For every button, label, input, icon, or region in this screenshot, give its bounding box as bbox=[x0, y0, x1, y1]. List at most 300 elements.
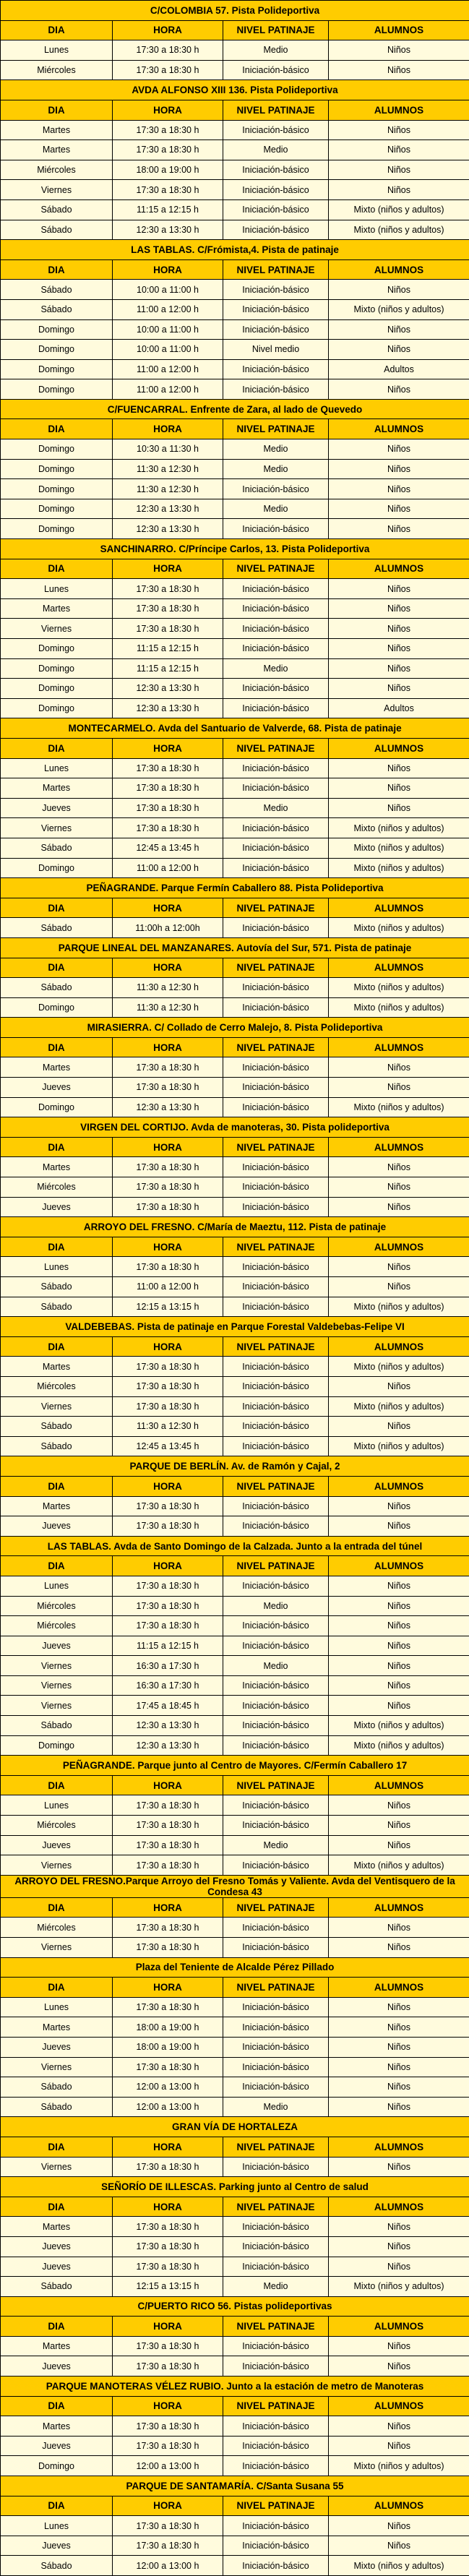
alumnos-cell: Niños bbox=[329, 2536, 469, 2556]
alumnos-cell: Niños bbox=[329, 499, 469, 519]
dia-cell: Martes bbox=[1, 120, 113, 140]
alumnos-cell: Mixto (niños y adultos) bbox=[329, 2277, 469, 2297]
table-row bbox=[1, 180, 469, 200]
hora-cell: 12:45 a 13:45 h bbox=[113, 838, 223, 858]
venue-title-row bbox=[1, 80, 469, 100]
column-header-row bbox=[1, 2317, 469, 2337]
column-header-nivel-patinaje: NIVEL PATINAJE bbox=[223, 1556, 329, 1576]
column-header-row bbox=[1, 2137, 469, 2157]
venue-title-row bbox=[1, 1117, 469, 1138]
dia-cell: Lunes bbox=[1, 2516, 113, 2536]
alumnos-cell: Niños bbox=[329, 1938, 469, 1958]
table-row bbox=[1, 1376, 469, 1396]
nivel-patinaje-cell: Medio bbox=[223, 40, 329, 61]
column-header-nivel-patinaje: NIVEL PATINAJE bbox=[223, 1775, 329, 1795]
table-row bbox=[1, 499, 469, 519]
hora-cell: 17:30 a 18:30 h bbox=[113, 1078, 223, 1098]
venue-title-row bbox=[1, 1, 469, 21]
nivel-patinaje-cell: Medio bbox=[223, 439, 329, 460]
column-header-alumnos: ALUMNOS bbox=[329, 1137, 469, 1157]
table-row bbox=[1, 1716, 469, 1736]
table-row bbox=[1, 1656, 469, 1676]
column-header-nivel-patinaje: NIVEL PATINAJE bbox=[223, 2317, 329, 2337]
alumnos-cell: Niños bbox=[329, 1997, 469, 2017]
column-header-dia: DIA bbox=[1, 898, 113, 918]
hora-cell: 17:30 a 18:30 h bbox=[113, 619, 223, 639]
nivel-patinaje-cell: Medio bbox=[223, 1596, 329, 1616]
venue-title: PEÑAGRANDE. Parque Fermín Caballero 88. Pista Polideportiva bbox=[1, 878, 469, 898]
dia-cell: Lunes bbox=[1, 758, 113, 778]
column-header-dia: DIA bbox=[1, 419, 113, 439]
venue-title-row bbox=[1, 1018, 469, 1038]
venue-title: C/COLOMBIA 57. Pista Polideportiva bbox=[1, 1, 469, 21]
table-row bbox=[1, 997, 469, 1018]
alumnos-cell: Niños bbox=[329, 1616, 469, 1636]
table-row bbox=[1, 340, 469, 360]
hora-cell: 11:15 a 12:15 h bbox=[113, 658, 223, 679]
nivel-patinaje-cell: Iniciación-básico bbox=[223, 978, 329, 998]
nivel-patinaje-cell: Iniciación-básico bbox=[223, 1997, 329, 2017]
alumnos-cell: Niños bbox=[329, 459, 469, 479]
hora-cell: 17:30 a 18:30 h bbox=[113, 1376, 223, 1396]
nivel-patinaje-cell: Iniciación-básico bbox=[223, 818, 329, 838]
table-row bbox=[1, 379, 469, 400]
column-header-dia: DIA bbox=[1, 259, 113, 280]
column-header-hora: HORA bbox=[113, 1897, 223, 1918]
column-header-alumnos: ALUMNOS bbox=[329, 259, 469, 280]
dia-cell: Viernes bbox=[1, 619, 113, 639]
dia-cell: Martes bbox=[1, 1357, 113, 1377]
table-row bbox=[1, 1496, 469, 1516]
table-row bbox=[1, 2456, 469, 2476]
venue-title-row bbox=[1, 1957, 469, 1978]
table-row bbox=[1, 2077, 469, 2098]
alumnos-cell: Mixto (niños y adultos) bbox=[329, 1297, 469, 1317]
table-row bbox=[1, 439, 469, 460]
alumnos-cell: Niños bbox=[329, 1596, 469, 1616]
venue-title-row bbox=[1, 1756, 469, 1776]
hora-cell: 12:00 a 13:00 h bbox=[113, 2556, 223, 2576]
column-header-nivel-patinaje: NIVEL PATINAJE bbox=[223, 1336, 329, 1357]
alumnos-cell: Niños bbox=[329, 1177, 469, 1198]
column-header-dia: DIA bbox=[1, 1137, 113, 1157]
dia-cell: Sábado bbox=[1, 1417, 113, 1437]
dia-cell: Viernes bbox=[1, 1855, 113, 1876]
column-header-dia: DIA bbox=[1, 2496, 113, 2516]
dia-cell: Sábado bbox=[1, 1716, 113, 1736]
nivel-patinaje-cell: Iniciación-básico bbox=[223, 1357, 329, 1377]
hora-cell: 17:45 a 18:45 h bbox=[113, 1696, 223, 1716]
nivel-patinaje-cell: Nivel medio bbox=[223, 340, 329, 360]
table-row bbox=[1, 2536, 469, 2556]
hora-cell: 12:30 a 13:30 h bbox=[113, 679, 223, 699]
hora-cell: 17:30 a 18:30 h bbox=[113, 2336, 223, 2356]
alumnos-cell: Niños bbox=[329, 1636, 469, 1656]
alumnos-cell: Niños bbox=[329, 120, 469, 140]
hora-cell: 12:30 a 13:30 h bbox=[113, 220, 223, 240]
table-row bbox=[1, 658, 469, 679]
hora-cell: 11:30 a 12:30 h bbox=[113, 997, 223, 1018]
venue-title: ARROYO DEL FRESNO.Parque Arroyo del Fresno Tomás y Valiente. Avda del Ventisquero de la Condesa 43 bbox=[1, 1875, 469, 1897]
table-row bbox=[1, 2037, 469, 2057]
table-row bbox=[1, 798, 469, 818]
venue-title: PARQUE DE BERLÍN. Av. de Ramón y Cajal, 2 bbox=[1, 1456, 469, 1477]
hora-cell: 17:30 a 18:30 h bbox=[113, 1938, 223, 1958]
column-header-row bbox=[1, 419, 469, 439]
alumnos-cell: Adultos bbox=[329, 359, 469, 379]
dia-cell: Domingo bbox=[1, 479, 113, 499]
table-row bbox=[1, 1918, 469, 1938]
table-row bbox=[1, 758, 469, 778]
alumnos-cell: Niños bbox=[329, 2057, 469, 2077]
column-header-alumnos: ALUMNOS bbox=[329, 419, 469, 439]
alumnos-cell: Niños bbox=[329, 1417, 469, 1437]
hora-cell: 17:30 a 18:30 h bbox=[113, 1835, 223, 1855]
alumnos-cell: Mixto (niños y adultos) bbox=[329, 1716, 469, 1736]
nivel-patinaje-cell: Iniciación-básico bbox=[223, 2556, 329, 2576]
alumnos-cell: Niños bbox=[329, 658, 469, 679]
nivel-patinaje-cell: Medio bbox=[223, 2277, 329, 2297]
table-row bbox=[1, 1576, 469, 1596]
alumnos-cell: Niños bbox=[329, 180, 469, 200]
nivel-patinaje-cell: Iniciación-básico bbox=[223, 1516, 329, 1537]
column-header-row bbox=[1, 1978, 469, 1998]
nivel-patinaje-cell: Iniciación-básico bbox=[223, 479, 329, 499]
table-row bbox=[1, 519, 469, 539]
nivel-patinaje-cell: Iniciación-básico bbox=[223, 2217, 329, 2237]
hora-cell: 12:30 a 13:30 h bbox=[113, 1735, 223, 1756]
venue-title: PARQUE DE SANTAMARÍA. C/Santa Susana 55 bbox=[1, 2476, 469, 2496]
hora-cell: 11:15 a 12:15 h bbox=[113, 639, 223, 659]
table-row bbox=[1, 1596, 469, 1616]
table-row bbox=[1, 1855, 469, 1876]
nivel-patinaje-cell: Iniciación-básico bbox=[223, 1078, 329, 1098]
venue-title: LAS TABLAS. C/Frómista,4. Pista de patinaje bbox=[1, 240, 469, 260]
column-header-alumnos: ALUMNOS bbox=[329, 2137, 469, 2157]
alumnos-cell: Niños bbox=[329, 1257, 469, 1277]
column-header-hora: HORA bbox=[113, 419, 223, 439]
dia-cell: Miércoles bbox=[1, 1616, 113, 1636]
venue-title-row bbox=[1, 1317, 469, 1337]
column-header-alumnos: ALUMNOS bbox=[329, 100, 469, 120]
hora-cell: 11:30 a 12:30 h bbox=[113, 459, 223, 479]
alumnos-cell: Niños bbox=[329, 1376, 469, 1396]
nivel-patinaje-cell: Medio bbox=[223, 459, 329, 479]
table-row bbox=[1, 698, 469, 718]
alumnos-cell: Niños bbox=[329, 798, 469, 818]
nivel-patinaje-cell: Iniciación-básico bbox=[223, 2157, 329, 2177]
table-row bbox=[1, 858, 469, 878]
alumnos-cell: Mixto (niños y adultos) bbox=[329, 997, 469, 1018]
column-header-dia: DIA bbox=[1, 20, 113, 40]
dia-cell: Sábado bbox=[1, 1436, 113, 1456]
alumnos-cell: Niños bbox=[329, 479, 469, 499]
column-header-row bbox=[1, 1556, 469, 1576]
column-header-hora: HORA bbox=[113, 1978, 223, 1998]
venue-title: ARROYO DEL FRESNO. C/María de Maeztu, 112. Pista de patinaje bbox=[1, 1217, 469, 1237]
hora-cell: 11:15 a 12:15 h bbox=[113, 199, 223, 220]
nivel-patinaje-cell: Iniciación-básico bbox=[223, 1097, 329, 1117]
nivel-patinaje-cell: Iniciación-básico bbox=[223, 1616, 329, 1636]
column-header-nivel-patinaje: NIVEL PATINAJE bbox=[223, 1237, 329, 1257]
table-row bbox=[1, 359, 469, 379]
nivel-patinaje-cell: Iniciación-básico bbox=[223, 2516, 329, 2536]
hora-cell: 17:30 a 18:30 h bbox=[113, 2436, 223, 2456]
hora-cell: 17:30 a 18:30 h bbox=[113, 2217, 223, 2237]
hora-cell: 18:00 a 19:00 h bbox=[113, 2037, 223, 2057]
table-row bbox=[1, 220, 469, 240]
dia-cell: Domingo bbox=[1, 379, 113, 400]
dia-cell: Sábado bbox=[1, 299, 113, 319]
hora-cell: 12:15 a 13:15 h bbox=[113, 1297, 223, 1317]
column-header-alumnos: ALUMNOS bbox=[329, 738, 469, 758]
venue-title-row bbox=[1, 2377, 469, 2397]
column-header-hora: HORA bbox=[113, 20, 223, 40]
dia-cell: Lunes bbox=[1, 1257, 113, 1277]
column-header-row bbox=[1, 1237, 469, 1257]
hora-cell: 12:30 a 13:30 h bbox=[113, 519, 223, 539]
dia-cell: Jueves bbox=[1, 1078, 113, 1098]
hora-cell: 12:00 a 13:00 h bbox=[113, 2456, 223, 2476]
table-row bbox=[1, 280, 469, 300]
table-row bbox=[1, 598, 469, 619]
alumnos-cell: Niños bbox=[329, 1078, 469, 1098]
venue-title: SANCHINARRO. C/Príncipe Carlos, 13. Pista Polideportiva bbox=[1, 539, 469, 559]
nivel-patinaje-cell: Iniciación-básico bbox=[223, 1576, 329, 1596]
alumnos-cell: Niños bbox=[329, 1675, 469, 1696]
dia-cell: Martes bbox=[1, 1157, 113, 1177]
hora-cell: 11:30 a 12:30 h bbox=[113, 479, 223, 499]
alumnos-cell: Niños bbox=[329, 1516, 469, 1537]
alumnos-cell: Niños bbox=[329, 280, 469, 300]
dia-cell: Jueves bbox=[1, 1516, 113, 1537]
alumnos-cell: Mixto (niños y adultos) bbox=[329, 199, 469, 220]
table-row bbox=[1, 199, 469, 220]
venue-title-row bbox=[1, 1217, 469, 1237]
venue-title-row bbox=[1, 2177, 469, 2197]
nivel-patinaje-cell: Iniciación-básico bbox=[223, 758, 329, 778]
hora-cell: 17:30 a 18:30 h bbox=[113, 1396, 223, 1417]
dia-cell: Sábado bbox=[1, 838, 113, 858]
column-header-hora: HORA bbox=[113, 1476, 223, 1496]
column-header-hora: HORA bbox=[113, 1775, 223, 1795]
alumnos-cell: Niños bbox=[329, 2257, 469, 2277]
venue-title: C/FUENCARRAL. Enfrente de Zara, al lado de Quevedo bbox=[1, 399, 469, 419]
dia-cell: Sábado bbox=[1, 220, 113, 240]
nivel-patinaje-cell: Iniciación-básico bbox=[223, 1716, 329, 1736]
table-row bbox=[1, 1297, 469, 1317]
hora-cell: 17:30 a 18:30 h bbox=[113, 1855, 223, 1876]
venue-title: AVDA ALFONSO XIII 136. Pista Polideportiva bbox=[1, 80, 469, 100]
dia-cell: Domingo bbox=[1, 997, 113, 1018]
dia-cell: Jueves bbox=[1, 2236, 113, 2257]
hora-cell: 17:30 a 18:30 h bbox=[113, 140, 223, 160]
table-row bbox=[1, 1257, 469, 1277]
nivel-patinaje-cell: Iniciación-básico bbox=[223, 1257, 329, 1277]
hora-cell: 12:15 a 13:15 h bbox=[113, 2277, 223, 2297]
dia-cell: Sábado bbox=[1, 2277, 113, 2297]
alumnos-cell: Mixto (niños y adultos) bbox=[329, 918, 469, 938]
dia-cell: Martes bbox=[1, 1057, 113, 1078]
hora-cell: 17:30 a 18:30 h bbox=[113, 2516, 223, 2536]
table-row bbox=[1, 2556, 469, 2576]
column-header-hora: HORA bbox=[113, 2137, 223, 2157]
nivel-patinaje-cell: Iniciación-básico bbox=[223, 2416, 329, 2437]
table-row bbox=[1, 1157, 469, 1177]
nivel-patinaje-cell: Iniciación-básico bbox=[223, 1696, 329, 1716]
alumnos-cell: Niños bbox=[329, 160, 469, 180]
table-row bbox=[1, 40, 469, 61]
dia-cell: Sábado bbox=[1, 1277, 113, 1297]
alumnos-cell: Niños bbox=[329, 340, 469, 360]
nivel-patinaje-cell: Iniciación-básico bbox=[223, 858, 329, 878]
nivel-patinaje-cell: Iniciación-básico bbox=[223, 918, 329, 938]
hora-cell: 17:30 a 18:30 h bbox=[113, 1816, 223, 1836]
venue-title-row bbox=[1, 2117, 469, 2137]
nivel-patinaje-cell: Iniciación-básico bbox=[223, 1417, 329, 1437]
nivel-patinaje-cell: Iniciación-básico bbox=[223, 1636, 329, 1656]
alumnos-cell: Mixto (niños y adultos) bbox=[329, 1855, 469, 1876]
column-header-row bbox=[1, 259, 469, 280]
venue-title-row bbox=[1, 399, 469, 419]
venue-title-row bbox=[1, 2296, 469, 2317]
hora-cell: 17:30 a 18:30 h bbox=[113, 120, 223, 140]
dia-cell: Sábado bbox=[1, 2097, 113, 2117]
column-header-hora: HORA bbox=[113, 2197, 223, 2217]
nivel-patinaje-cell: Iniciación-básico bbox=[223, 1297, 329, 1317]
alumnos-cell: Niños bbox=[329, 1197, 469, 1217]
table-row bbox=[1, 1816, 469, 1836]
nivel-patinaje-cell: Iniciación-básico bbox=[223, 1855, 329, 1876]
dia-cell: Miércoles bbox=[1, 1816, 113, 1836]
alumnos-cell: Niños bbox=[329, 519, 469, 539]
alumnos-cell: Niños bbox=[329, 1816, 469, 1836]
nivel-patinaje-cell: Iniciación-básico bbox=[223, 359, 329, 379]
column-header-nivel-patinaje: NIVEL PATINAJE bbox=[223, 2197, 329, 2217]
column-header-hora: HORA bbox=[113, 2317, 223, 2337]
alumnos-cell: Niños bbox=[329, 379, 469, 400]
hora-cell: 11:30 a 12:30 h bbox=[113, 978, 223, 998]
nivel-patinaje-cell: Medio bbox=[223, 658, 329, 679]
column-header-nivel-patinaje: NIVEL PATINAJE bbox=[223, 1978, 329, 1998]
venue-title: LAS TABLAS. Avda de Santo Domingo de la Calzada. Junto a la entrada del túnel bbox=[1, 1536, 469, 1556]
dia-cell: Sábado bbox=[1, 918, 113, 938]
hora-cell: 18:00 a 19:00 h bbox=[113, 2017, 223, 2038]
venue-title: SEÑORÍO DE ILLESCAS. Parking junto al Centro de salud bbox=[1, 2177, 469, 2197]
hora-cell: 17:30 a 18:30 h bbox=[113, 2157, 223, 2177]
table-row bbox=[1, 120, 469, 140]
hora-cell: 17:30 a 18:30 h bbox=[113, 1357, 223, 1377]
dia-cell: Viernes bbox=[1, 818, 113, 838]
hora-cell: 17:30 a 18:30 h bbox=[113, 1197, 223, 1217]
dia-cell: Domingo bbox=[1, 359, 113, 379]
alumnos-cell: Niños bbox=[329, 1696, 469, 1716]
hora-cell: 12:00 a 13:00 h bbox=[113, 2097, 223, 2117]
dia-cell: Jueves bbox=[1, 2257, 113, 2277]
hora-cell: 17:30 a 18:30 h bbox=[113, 60, 223, 80]
column-header-dia: DIA bbox=[1, 958, 113, 978]
hora-cell: 17:30 a 18:30 h bbox=[113, 1177, 223, 1198]
alumnos-cell: Niños bbox=[329, 2436, 469, 2456]
hora-cell: 17:30 a 18:30 h bbox=[113, 1616, 223, 1636]
table-row bbox=[1, 1835, 469, 1855]
column-header-dia: DIA bbox=[1, 1556, 113, 1576]
hora-cell: 10:00 a 11:00 h bbox=[113, 340, 223, 360]
column-header-dia: DIA bbox=[1, 2137, 113, 2157]
alumnos-cell: Niños bbox=[329, 2157, 469, 2177]
column-header-alumnos: ALUMNOS bbox=[329, 898, 469, 918]
nivel-patinaje-cell: Iniciación-básico bbox=[223, 1816, 329, 1836]
column-header-hora: HORA bbox=[113, 738, 223, 758]
table-row bbox=[1, 1616, 469, 1636]
dia-cell: Viernes bbox=[1, 180, 113, 200]
column-header-nivel-patinaje: NIVEL PATINAJE bbox=[223, 2396, 329, 2416]
dia-cell: Miércoles bbox=[1, 1596, 113, 1616]
venue-title-row bbox=[1, 2476, 469, 2496]
column-header-dia: DIA bbox=[1, 738, 113, 758]
alumnos-cell: Mixto (niños y adultos) bbox=[329, 1097, 469, 1117]
table-row bbox=[1, 1636, 469, 1656]
dia-cell: Domingo bbox=[1, 1735, 113, 1756]
table-row bbox=[1, 2416, 469, 2437]
alumnos-cell: Niños bbox=[329, 579, 469, 599]
hora-cell: 10:30 a 11:30 h bbox=[113, 439, 223, 460]
dia-cell: Domingo bbox=[1, 439, 113, 460]
alumnos-cell: Mixto (niños y adultos) bbox=[329, 1735, 469, 1756]
dia-cell: Martes bbox=[1, 2416, 113, 2437]
alumnos-cell: Niños bbox=[329, 1656, 469, 1676]
table-row bbox=[1, 579, 469, 599]
hora-cell: 17:30 a 18:30 h bbox=[113, 2356, 223, 2377]
dia-cell: Miércoles bbox=[1, 1376, 113, 1396]
column-header-dia: DIA bbox=[1, 559, 113, 579]
dia-cell: Martes bbox=[1, 598, 113, 619]
dia-cell: Miércoles bbox=[1, 60, 113, 80]
alumnos-cell: Niños bbox=[329, 439, 469, 460]
venue-title-row bbox=[1, 1536, 469, 1556]
nivel-patinaje-cell: Medio bbox=[223, 499, 329, 519]
column-header-dia: DIA bbox=[1, 2317, 113, 2337]
dia-cell: Miércoles bbox=[1, 1177, 113, 1198]
dia-cell: Domingo bbox=[1, 2456, 113, 2476]
alumnos-cell: Niños bbox=[329, 1835, 469, 1855]
nivel-patinaje-cell: Iniciación-básico bbox=[223, 60, 329, 80]
hora-cell: 11:00 a 12:00 h bbox=[113, 359, 223, 379]
column-header-dia: DIA bbox=[1, 2396, 113, 2416]
venue-title: VALDEBEBAS. Pista de patinaje en Parque Forestal Valdebebas-Felipe VI bbox=[1, 1317, 469, 1337]
nivel-patinaje-cell: Iniciación-básico bbox=[223, 1376, 329, 1396]
venue-title-row bbox=[1, 240, 469, 260]
nivel-patinaje-cell: Iniciación-básico bbox=[223, 1938, 329, 1958]
dia-cell: Viernes bbox=[1, 1938, 113, 1958]
hora-cell: 17:30 a 18:30 h bbox=[113, 2536, 223, 2556]
table-row bbox=[1, 1735, 469, 1756]
column-header-alumnos: ALUMNOS bbox=[329, 1775, 469, 1795]
nivel-patinaje-cell: Iniciación-básico bbox=[223, 1396, 329, 1417]
nivel-patinaje-cell: Iniciación-básico bbox=[223, 579, 329, 599]
venue-title: PARQUE LINEAL DEL MANZANARES. Autovía del Sur, 571. Pista de patinaje bbox=[1, 937, 469, 958]
column-header-hora: HORA bbox=[113, 2396, 223, 2416]
venue-title: Plaza del Teniente de Alcalde Pérez Pillado bbox=[1, 1957, 469, 1978]
alumnos-cell: Niños bbox=[329, 1277, 469, 1297]
dia-cell: Sábado bbox=[1, 1297, 113, 1317]
nivel-patinaje-cell: Iniciación-básico bbox=[223, 639, 329, 659]
table-row bbox=[1, 1057, 469, 1078]
nivel-patinaje-cell: Iniciación-básico bbox=[223, 1057, 329, 1078]
dia-cell: Viernes bbox=[1, 2157, 113, 2177]
column-header-row bbox=[1, 1137, 469, 1157]
column-header-row bbox=[1, 559, 469, 579]
